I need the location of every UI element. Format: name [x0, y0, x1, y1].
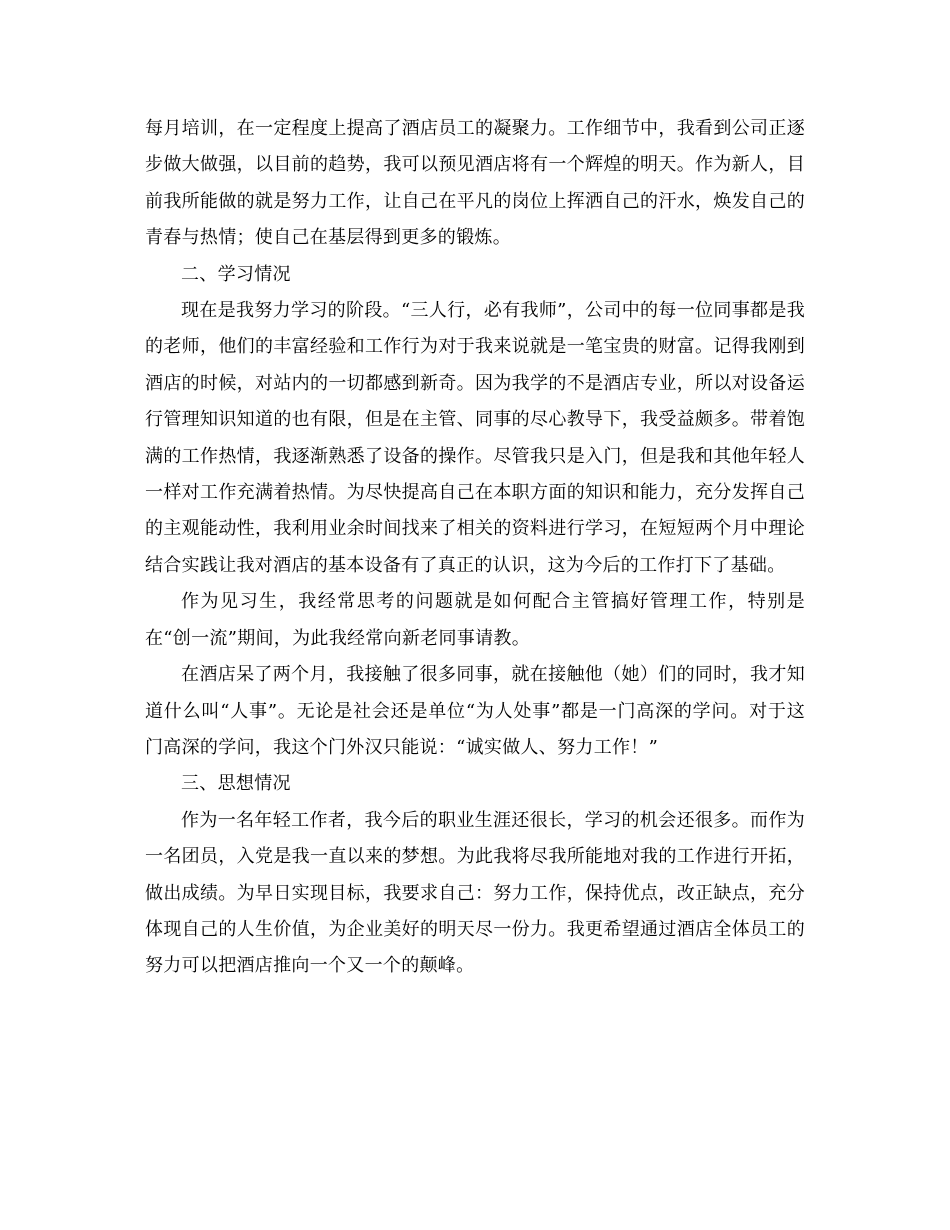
paragraph-thought: 作为一名年轻工作者，我今后的职业生涯还很长，学习的机会还很多。而作为一名团员，入党是我一直以来的梦想。为此我将尽我所能地对我的工作进行开拓，做出成绩。为早日实现目标，我要求自己：努力工作，保持优点，改正缺点，充分体现自己的人生价值，为企业美好的明天尽一份力。我更希望通过酒店全体员工的努力可以把酒店推向一个又一个的颠峰。 — [145, 809, 805, 977]
section-heading-thought: 三、思想情况 — [181, 773, 291, 795]
paragraph-intro: 每月培训，在一定程度上提高了酒店员工的凝聚力。工作细节中，我看到公司正逐步做大做强，以目前的趋势，我可以预见酒店将有一个辉煌的明天。作为新人，目前我所能做的就是努力工作，让自己在平凡的岗位上挥洒自己的汗水，焕发自己的青春与热情；使自己在基层得到更多的锻炼。 — [145, 118, 805, 249]
paragraph-trainee: 作为见习生，我经常思考的问题就是如何配合主管搞好管理工作，特别是在“创一流”期间，为此我经常向新老同事请教。 — [145, 591, 805, 649]
paragraph-study: 现在是我努力学习的阶段。“三人行，必有我师”，公司中的每一位同事都是我的老师，他们的丰富经验和工作行为对于我来说就是一笔宝贵的财富。记得我刚到酒店的时候，对站内的一切都感到新奇。因为我学的不是酒店专业，所以对设备运行管理知识知道的也有限，但是在主管、同事的尽心教导下，我受益颇多。带着饱满的工作热情，我逐渐熟悉了设备的操作。尽管我只是入门，但是我和其他年轻人一样对工作充满着热情。为尽快提高自己在本职方面的知识和能力，充分发挥自己的主观能动性，我利用业余时间找来了相关的资料进行学习，在短短两个月中理论结合实践让我对酒店的基本设备有了真正的认识，这为今后的工作打下了基础。 — [145, 300, 805, 576]
paragraph-people: 在酒店呆了两个月，我接触了很多同事，就在接触他（她）们的同时，我才知道什么叫“人事”。无论是社会还是单位“为人处事”都是一门高深的学问。对于这门高深的学问，我这个门外汉只能说：“诚实做人、努力工作！” — [145, 664, 805, 758]
section-heading-study: 二、学习情况 — [181, 263, 291, 285]
document-body — [145, 111, 805, 985]
